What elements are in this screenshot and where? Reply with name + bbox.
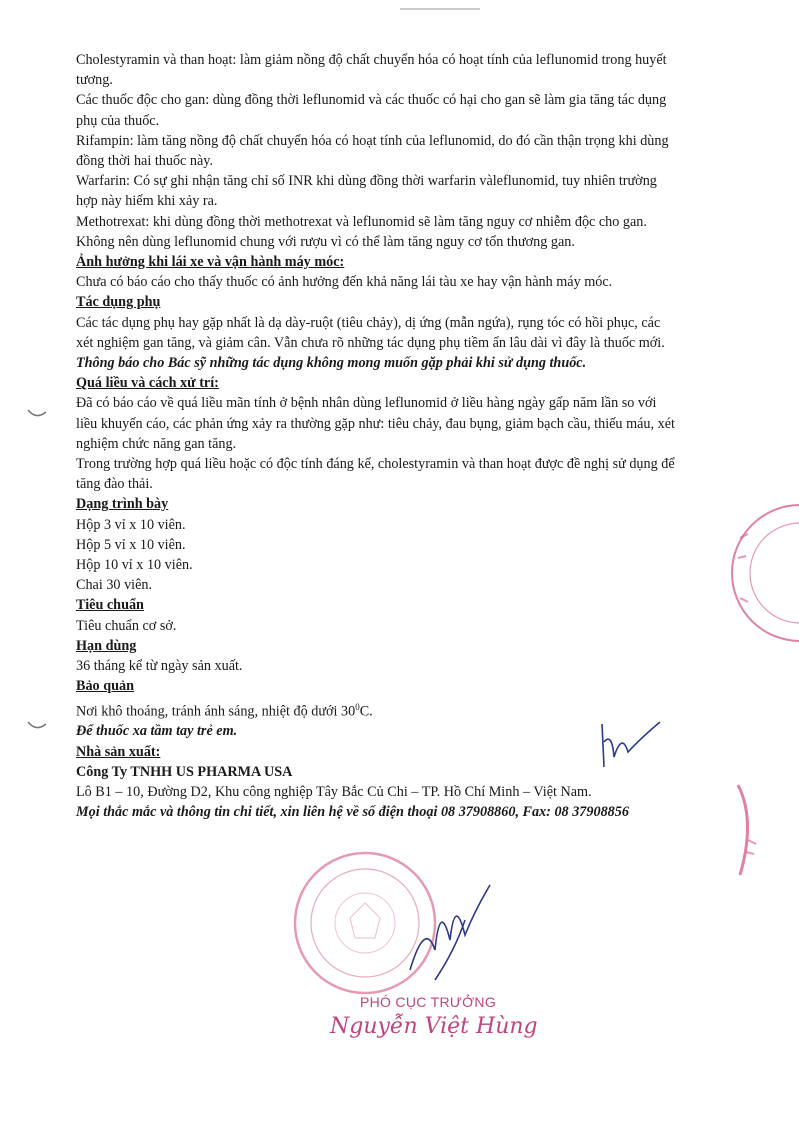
heading-packaging: Dạng trình bày: [76, 496, 169, 513]
doctor-notice: Thông báo cho Bác sỹ những tác dụng không mong muốn gặp phải khi sử dụng thuốc.: [76, 355, 587, 372]
paragraph-standard: Tiêu chuẩn cơ sở.: [76, 617, 177, 634]
heading-storage: Bảo quản: [76, 678, 134, 695]
heading-manufacturer: Nhà sản xuất:: [76, 743, 161, 760]
pack-item: Chai 30 viên.: [76, 577, 153, 594]
storage-unit: C.: [359, 703, 373, 720]
paragraph-rifampin: Rifampin: làm tăng nồng độ chất chuyển hóa có hoạt tính của leflunomid, do đó cần thận trọng khi dùng đồng thời hai thuốc này.: [76, 132, 669, 170]
director-signature: [395, 880, 505, 990]
paragraph-warfarin: Warfarin: Có sự ghi nhận tăng chỉ số INR khi dùng đồng thời warfarin vàleflunomid, tuy nhiên trường hợp này hiếm khi xảy ra.: [76, 173, 657, 210]
paragraph-overdose-2: Trong trường hợp quá liều hoặc có độc tính đáng kể, cholestyramin và than hoạt được đề nghị sử dụng để tăng đào thải.: [76, 456, 675, 493]
heading-overdose: Quá liều và cách xử trí:: [76, 375, 219, 392]
contact-info: Mọi thắc mắc và thông tin chi tiết, xin liên hệ về số điện thoại 08 37908860, Fax: 08 37908856: [76, 804, 629, 821]
pack-item: Hộp 5 vỉ x 10 viên.: [76, 536, 186, 553]
storage-degree: 0: [355, 701, 360, 712]
punch-hole-mark: [26, 718, 48, 732]
storage-text: Nơi khô thoáng, tránh ánh sáng, nhiệt độ dưới 30: [76, 703, 356, 720]
paragraph-alcohol: Không nên dùng leflunomid chung với rượu vì có thể làm tăng nguy cơ tổn thương gan.: [76, 233, 575, 250]
pack-item: Hộp 10 vỉ x 10 viên.: [76, 557, 193, 574]
official-title: PHÓ CỤC TRƯỞNG: [360, 994, 497, 1010]
paragraph-side-effects: Các tác dụng phụ hay gặp nhất là dạ dày-ruột (tiêu chảy), dị ứng (mẫn ngứa), rụng tóc có hồi phục, các xét nghiệm gan tăng, và giảm cân. Vẫn chưa rõ những tác dụng phụ tiềm ẩn lâu dài vì đây là thuốc mới.: [76, 314, 665, 351]
children-warning: Để thuốc xa tầm tay trẻ em.: [76, 723, 238, 740]
heading-side-effects: Tác dụng phụ: [76, 294, 161, 311]
paragraph-storage: [76, 697, 676, 722]
official-name: Nguyễn Việt Hùng: [330, 1014, 538, 1039]
paragraph-driving: Chưa có báo cáo cho thấy thuốc có ảnh hưởng đến khả năng lái tàu xe hay vận hành máy móc.: [76, 274, 613, 291]
heading-standard: Tiêu chuẩn: [76, 597, 144, 614]
paragraph-methotrexat: Methotrexat: khi dùng đồng thời methotrexat và leflunomid sẽ làm tăng nguy cơ nhiễm độc cho gan.: [76, 213, 647, 230]
document-body: [76, 50, 676, 822]
paragraph-overdose-1: Đã có báo cáo về quá liều mãn tính ở bệnh nhân dùng leflunomid ở liều hàng ngày gấp năm lần so với liều khuyến cáo, các phản ứng xảy ra thường gặp như: tiêu chảy, đau bụng, giảm bạch cầu, thiếu máu, xét nghiệm chức năng gan tăng.: [76, 395, 675, 452]
paragraph-liver-drugs: Các thuốc độc cho gan: dùng đồng thời leflunomid và các thuốc có hại cho gan sẽ làm gia tăng tác dụng phụ của thuốc.: [76, 92, 667, 129]
manufacturer-name: Công Ty TNHH US PHARMA USA: [76, 763, 293, 780]
manufacturer-address: Lô B1 – 10, Đường D2, Khu công nghiệp Tây Bắc Củ Chi – TP. Hồ Chí Minh – Việt Nam.: [76, 784, 592, 801]
signature-mark: [592, 712, 662, 782]
stamp-partial-lower: [718, 780, 799, 890]
punch-hole-mark: [26, 406, 48, 420]
pack-item: Hộp 3 vỉ x 10 viên.: [76, 516, 186, 533]
scan-edge-mark: [400, 8, 480, 10]
heading-expiry: Hạn dùng: [76, 637, 137, 654]
paragraph-cholestyramin: Cholestyramin và than hoạt: làm giảm nồng độ chất chuyển hóa có hoạt tính của leflunomid trong huyết tương.: [76, 52, 667, 89]
paragraph-expiry: 36 tháng kể từ ngày sản xuất.: [76, 658, 243, 675]
heading-driving: Ảnh hưởng khi lái xe và vận hành máy móc:: [76, 254, 345, 271]
company-stamp-partial: [700, 498, 799, 648]
